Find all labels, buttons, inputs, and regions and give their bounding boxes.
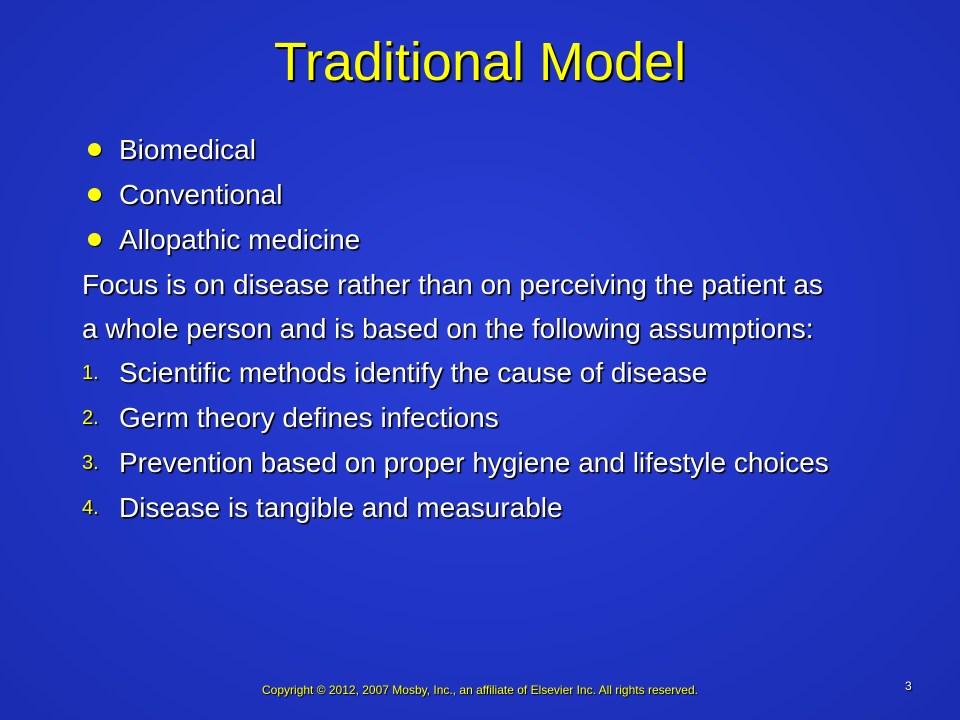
copyright-footer: Copyright © 2012, 2007 Mosby, Inc., an affiliate of Elsevier Inc. All rights reserved. <box>262 683 698 697</box>
item-number: 2. <box>82 407 99 429</box>
numbered-item <box>82 492 922 524</box>
bullet-text: Conventional <box>119 179 283 210</box>
bullet-dot-icon <box>88 188 101 201</box>
numbered-item <box>82 402 922 434</box>
bullet-item <box>82 224 922 256</box>
item-number: 3. <box>82 452 99 474</box>
item-text: Scientific methods identify the cause of disease <box>119 357 708 388</box>
bullet-item <box>82 134 922 166</box>
item-text: Germ theory defines infections <box>119 402 499 433</box>
bullet-item <box>82 179 922 211</box>
slide-title: Traditional Model <box>273 32 687 92</box>
paragraph: Focus is on disease rather than on perceiving the patient as <box>82 269 823 300</box>
item-number: 1. <box>82 362 99 384</box>
slide-content <box>82 134 922 537</box>
bullet-dot-icon <box>88 233 101 246</box>
bullet-text: Biomedical <box>119 134 256 165</box>
item-text: Disease is tangible and measurable <box>119 492 563 523</box>
paragraph: a whole person and is based on the following assumptions: <box>82 313 814 344</box>
item-number: 4. <box>82 497 99 519</box>
bullet-text: Allopathic medicine <box>119 224 361 255</box>
numbered-item <box>82 357 922 389</box>
numbered-item <box>82 447 922 479</box>
bullet-dot-icon <box>88 143 101 156</box>
page-number: 3 <box>905 679 912 693</box>
item-text: Prevention based on proper hygiene and lifestyle choices <box>119 447 829 478</box>
